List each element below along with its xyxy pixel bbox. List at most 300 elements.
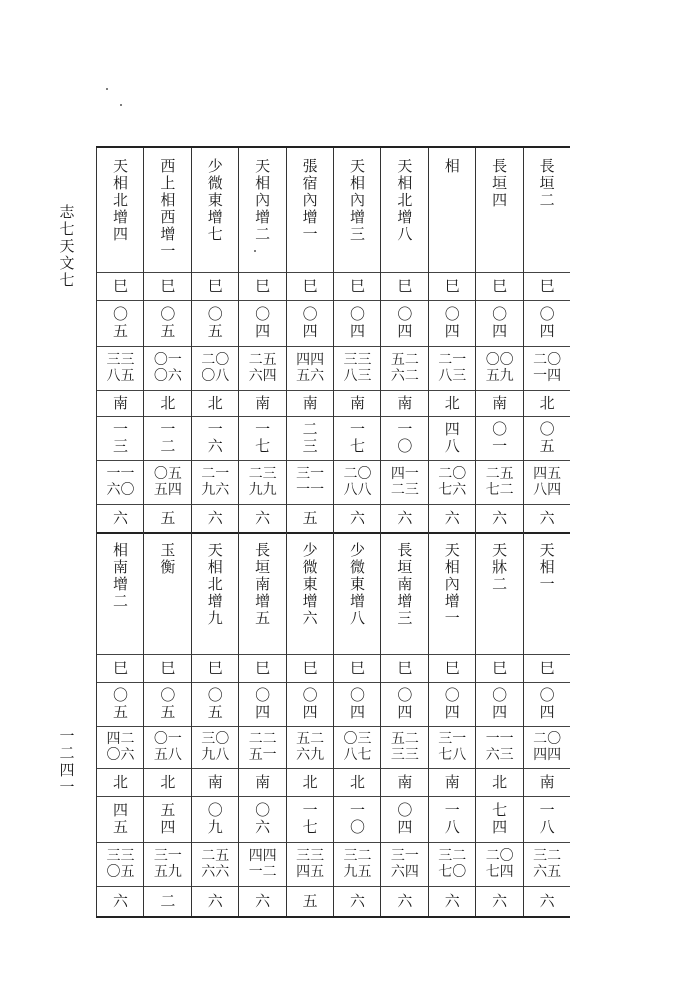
cell-value: 〇〇五九 [485, 352, 514, 384]
cell-value: 六 [112, 508, 128, 527]
cell-value: 南 [255, 393, 271, 412]
table-column [143, 148, 191, 916]
cell-value: 六 [397, 891, 413, 910]
value-cell [144, 682, 191, 726]
value-cell [429, 346, 476, 390]
cell-value: 一一六〇 [106, 466, 135, 498]
cell-value: 二〇〇八 [201, 352, 230, 384]
cell-value: 五 [302, 891, 318, 910]
cell-value: 六 [207, 508, 223, 527]
value-cell [287, 682, 334, 726]
value-cell [524, 300, 571, 346]
star-name-cell [287, 532, 334, 654]
value-cell [287, 504, 334, 532]
cell-value: 三二六五 [533, 848, 562, 880]
cell-value: 三三八五 [106, 352, 135, 384]
star-name-cell [144, 532, 191, 654]
cell-value: 巳 [112, 276, 128, 295]
cell-value: 南 [444, 772, 460, 791]
cell-value: 南 [492, 393, 508, 412]
cell-value: 北 [349, 772, 365, 791]
cell-value: 〇一 [492, 420, 508, 455]
cell-value: 五二三三 [390, 731, 419, 763]
cell-value: 〇四 [397, 801, 413, 836]
value-cell [192, 726, 239, 768]
value-cell [144, 300, 191, 346]
value-cell [429, 842, 476, 886]
value-cell [524, 796, 571, 842]
value-cell [334, 390, 381, 416]
cell-value: 一七 [255, 420, 271, 455]
value-cell [239, 460, 286, 504]
star-name: 長垣南增三 [397, 541, 413, 627]
star-name: 相 [444, 157, 460, 175]
cell-value: 二 [160, 891, 176, 910]
cell-value: 南 [207, 772, 223, 791]
cell-value: 二〇八八 [343, 466, 372, 498]
value-cell [381, 390, 428, 416]
cell-value: 〇四 [492, 305, 508, 340]
cell-value: 北 [207, 393, 223, 412]
cell-value: 南 [539, 772, 555, 791]
value-cell [97, 300, 144, 346]
cell-value: 巳 [349, 658, 365, 677]
cell-value: 二一九六 [201, 466, 230, 498]
value-cell [381, 682, 428, 726]
cell-value: 〇九 [207, 801, 223, 836]
cell-value: 巳 [207, 658, 223, 677]
value-cell [334, 272, 381, 300]
cell-value: 巳 [160, 276, 176, 295]
cell-value: 三三〇五 [106, 848, 135, 880]
cell-value: 三一五九 [153, 848, 182, 880]
star-name-cell [429, 148, 476, 272]
cell-value: 五 [302, 508, 318, 527]
value-cell [144, 460, 191, 504]
cell-value: 〇三八七 [343, 731, 372, 763]
cell-value: 〇一〇六 [153, 352, 182, 384]
cell-value: 二〇四四 [533, 731, 562, 763]
value-cell [476, 654, 523, 682]
value-cell [97, 726, 144, 768]
star-name-cell [476, 532, 523, 654]
value-cell [476, 842, 523, 886]
value-cell [144, 842, 191, 886]
table-column [475, 148, 523, 916]
cell-value: 北 [112, 772, 128, 791]
value-cell [524, 460, 571, 504]
value-cell [192, 682, 239, 726]
value-cell [97, 768, 144, 796]
value-cell [381, 654, 428, 682]
star-name: 天相內增三 [349, 157, 365, 243]
cell-value: 〇五五四 [153, 466, 182, 498]
cell-value: 六 [397, 508, 413, 527]
value-cell [334, 416, 381, 460]
cell-value: 一二 [160, 420, 176, 455]
cell-value: 〇四 [397, 305, 413, 340]
cell-value: 四四一二 [248, 848, 277, 880]
value-cell [381, 726, 428, 768]
cell-value: 巳 [397, 276, 413, 295]
cell-value: 三二九五 [343, 848, 372, 880]
value-cell [97, 416, 144, 460]
value-cell [192, 272, 239, 300]
cell-value: 六 [349, 508, 365, 527]
value-cell [476, 300, 523, 346]
cell-value: 北 [444, 393, 460, 412]
value-cell [239, 726, 286, 768]
cell-value: 〇四 [302, 305, 318, 340]
value-cell [524, 726, 571, 768]
star-name: 長垣四 [492, 157, 508, 209]
value-cell [476, 682, 523, 726]
cell-value: 巳 [302, 276, 318, 295]
cell-value: 巳 [492, 658, 508, 677]
cell-value: 一六 [207, 420, 223, 455]
star-name-cell [287, 148, 334, 272]
cell-value: 北 [160, 393, 176, 412]
cell-value: 三一六四 [390, 848, 419, 880]
value-cell [287, 300, 334, 346]
cell-value: 二五六六 [201, 848, 230, 880]
value-cell [334, 726, 381, 768]
cell-value: 四五八四 [533, 466, 562, 498]
cell-value: 巳 [207, 276, 223, 295]
value-cell [97, 390, 144, 416]
value-cell [381, 504, 428, 532]
cell-value: 〇四 [349, 686, 365, 721]
value-cell [239, 886, 286, 916]
star-name: 少微東增八 [349, 541, 365, 627]
cell-value: 二〇七四 [485, 848, 514, 880]
star-name: 長垣二 [539, 157, 555, 209]
value-cell [476, 726, 523, 768]
star-name-cell [239, 148, 286, 272]
value-cell [287, 768, 334, 796]
value-cell [429, 272, 476, 300]
star-name: 天相內增二 [255, 157, 271, 243]
value-cell [429, 504, 476, 532]
star-name-cell [334, 532, 381, 654]
cell-value: 六 [255, 891, 271, 910]
cell-value: 南 [112, 393, 128, 412]
cell-value: 六 [207, 891, 223, 910]
value-cell [429, 768, 476, 796]
cell-value: 南 [349, 393, 365, 412]
value-cell [381, 346, 428, 390]
cell-value: 南 [302, 393, 318, 412]
cell-value: 北 [160, 772, 176, 791]
value-cell [476, 390, 523, 416]
cell-value: 南 [397, 393, 413, 412]
cell-value: 巳 [444, 276, 460, 295]
cell-value: 〇四 [397, 686, 413, 721]
cell-value: 五 [160, 508, 176, 527]
value-cell [192, 654, 239, 682]
value-cell [192, 346, 239, 390]
cell-value: 南 [397, 772, 413, 791]
value-cell [381, 460, 428, 504]
cell-value: 〇五 [112, 686, 128, 721]
value-cell [192, 416, 239, 460]
cell-value: 六 [444, 891, 460, 910]
cell-value: 南 [255, 772, 271, 791]
star-name: 天相一 [539, 541, 555, 593]
value-cell [381, 272, 428, 300]
table-column [428, 148, 476, 916]
value-cell [524, 768, 571, 796]
value-cell [97, 346, 144, 390]
star-name: 天相北增八 [397, 157, 413, 243]
cell-value: 〇四 [302, 686, 318, 721]
cell-value: 巳 [444, 658, 460, 677]
value-cell [97, 504, 144, 532]
cell-value: 四二〇六 [106, 731, 135, 763]
value-cell [239, 682, 286, 726]
value-cell [524, 682, 571, 726]
cell-value: 〇五 [160, 686, 176, 721]
star-name: 少微東增六 [302, 541, 318, 627]
cell-value: 六 [255, 508, 271, 527]
cell-value: 二五六四 [248, 352, 277, 384]
cell-value: 三三四五 [296, 848, 325, 880]
value-cell [429, 726, 476, 768]
value-cell [476, 796, 523, 842]
value-cell [239, 654, 286, 682]
cell-value: 六 [349, 891, 365, 910]
value-cell [192, 796, 239, 842]
value-cell [97, 842, 144, 886]
cell-value: 〇四 [255, 305, 271, 340]
cell-value: 三一七八 [438, 731, 467, 763]
cell-value: 六 [492, 891, 508, 910]
table-column [238, 148, 286, 916]
star-name: 天相北增四 [112, 157, 128, 243]
value-cell [287, 272, 334, 300]
value-cell [144, 504, 191, 532]
value-cell [192, 504, 239, 532]
table-column [523, 148, 571, 916]
value-cell [239, 796, 286, 842]
cell-value: 二三 [302, 420, 318, 455]
star-name-cell [524, 532, 571, 654]
cell-value: 四一二三 [390, 466, 419, 498]
value-cell [192, 768, 239, 796]
margin-title: 志七 天文七 [59, 203, 90, 289]
table-column [333, 148, 381, 916]
value-cell [97, 886, 144, 916]
star-name-cell [192, 148, 239, 272]
cell-value: 〇四 [539, 305, 555, 340]
star-name: 西上相西增一 [160, 157, 176, 260]
star-name-cell [97, 532, 144, 654]
value-cell [524, 390, 571, 416]
star-name: 天相北增九 [207, 541, 223, 627]
star-name: 天牀二 [492, 541, 508, 593]
cell-value: 六 [539, 508, 555, 527]
value-cell [287, 796, 334, 842]
value-cell [144, 654, 191, 682]
cell-value: 一七 [302, 801, 318, 836]
star-name-cell [144, 148, 191, 272]
cell-value: 一一六三 [485, 731, 514, 763]
cell-value: 〇四 [492, 686, 508, 721]
cell-value: 六 [444, 508, 460, 527]
value-cell [334, 842, 381, 886]
cell-value: 四五 [112, 801, 128, 836]
paper-speck [106, 88, 108, 90]
value-cell [144, 390, 191, 416]
value-cell [334, 300, 381, 346]
cell-value: 〇六 [255, 801, 271, 836]
cell-value: 二三九九 [248, 466, 277, 498]
value-cell [334, 682, 381, 726]
value-cell [334, 768, 381, 796]
value-cell [334, 504, 381, 532]
cell-value: 二〇七六 [438, 466, 467, 498]
value-cell [381, 842, 428, 886]
value-cell [334, 346, 381, 390]
cell-value: 六 [539, 891, 555, 910]
table-column [191, 148, 239, 916]
cell-value: 巳 [255, 658, 271, 677]
cell-value: 巳 [397, 658, 413, 677]
value-cell [287, 346, 334, 390]
value-cell [192, 842, 239, 886]
cell-value: 巳 [112, 658, 128, 677]
value-cell [144, 346, 191, 390]
cell-value: 巳 [160, 658, 176, 677]
star-catalog-table [96, 146, 570, 918]
value-cell [97, 654, 144, 682]
cell-value: 〇四 [349, 305, 365, 340]
value-cell [287, 654, 334, 682]
cell-value: 〇五 [207, 686, 223, 721]
star-name-cell [381, 148, 428, 272]
star-name: 張宿內增一 [302, 157, 318, 243]
value-cell [287, 726, 334, 768]
cell-value: 一〇 [397, 420, 413, 455]
page-number: 一二四一 [59, 727, 75, 796]
cell-value: 一〇 [349, 801, 365, 836]
value-cell [476, 346, 523, 390]
cell-value: 二〇一四 [533, 352, 562, 384]
star-name-cell [239, 532, 286, 654]
cell-value: 巳 [492, 276, 508, 295]
value-cell [524, 416, 571, 460]
cell-value: 一八 [539, 801, 555, 836]
value-cell [524, 842, 571, 886]
cell-value: 四四五六 [296, 352, 325, 384]
value-cell [334, 886, 381, 916]
cell-value: 北 [492, 772, 508, 791]
value-cell [144, 272, 191, 300]
cell-value: 五四 [160, 801, 176, 836]
cell-value: 巳 [349, 276, 365, 295]
value-cell [429, 416, 476, 460]
value-cell [381, 416, 428, 460]
value-cell [476, 768, 523, 796]
value-cell [144, 416, 191, 460]
value-cell [334, 654, 381, 682]
star-name-cell [334, 148, 381, 272]
table-column [286, 148, 334, 916]
cell-value: 北 [539, 393, 555, 412]
value-cell [239, 768, 286, 796]
table-column [380, 148, 428, 916]
cell-value: 三一一一 [296, 466, 325, 498]
cell-value: 六 [112, 891, 128, 910]
cell-value: 六 [492, 508, 508, 527]
value-cell [192, 300, 239, 346]
value-cell [476, 416, 523, 460]
value-cell [239, 346, 286, 390]
value-cell [192, 460, 239, 504]
value-cell [381, 886, 428, 916]
value-cell [287, 886, 334, 916]
cell-value: 四八 [444, 420, 460, 455]
value-cell [381, 768, 428, 796]
value-cell [144, 768, 191, 796]
cell-value: 三〇九八 [201, 731, 230, 763]
paper-speck [120, 104, 122, 106]
value-cell [239, 504, 286, 532]
cell-value: 巳 [539, 276, 555, 295]
star-name-cell [429, 532, 476, 654]
cell-value: 一七 [349, 420, 365, 455]
value-cell [429, 300, 476, 346]
cell-value: 〇四 [255, 686, 271, 721]
value-cell [429, 654, 476, 682]
cell-value: 〇五 [160, 305, 176, 340]
value-cell [429, 460, 476, 504]
value-cell [287, 842, 334, 886]
value-cell [239, 416, 286, 460]
star-name-cell [381, 532, 428, 654]
cell-value: 巳 [302, 658, 318, 677]
value-cell [524, 346, 571, 390]
cell-value: 二二五一 [248, 731, 277, 763]
star-name: 相南增二 [112, 541, 128, 610]
star-name: 少微東增七 [207, 157, 223, 243]
table-column [96, 148, 144, 916]
value-cell [381, 796, 428, 842]
cell-value: 〇五 [539, 420, 555, 455]
cell-value: 〇四 [444, 305, 460, 340]
cell-value: 巳 [539, 658, 555, 677]
paper-speck [254, 250, 256, 252]
value-cell [239, 272, 286, 300]
cell-value: 三二七〇 [438, 848, 467, 880]
value-cell [429, 796, 476, 842]
value-cell [476, 504, 523, 532]
cell-value: 〇一五八 [153, 731, 182, 763]
cell-value: 二一八三 [438, 352, 467, 384]
value-cell [429, 682, 476, 726]
star-name-cell [524, 148, 571, 272]
value-cell [334, 460, 381, 504]
star-name: 天相內增一 [444, 541, 460, 627]
value-cell [429, 390, 476, 416]
star-name-cell [476, 148, 523, 272]
cell-value: 五二六二 [390, 352, 419, 384]
cell-value: 〇五 [207, 305, 223, 340]
value-cell [97, 682, 144, 726]
value-cell [97, 796, 144, 842]
cell-value: 七四 [492, 801, 508, 836]
cell-value: 一三 [112, 420, 128, 455]
